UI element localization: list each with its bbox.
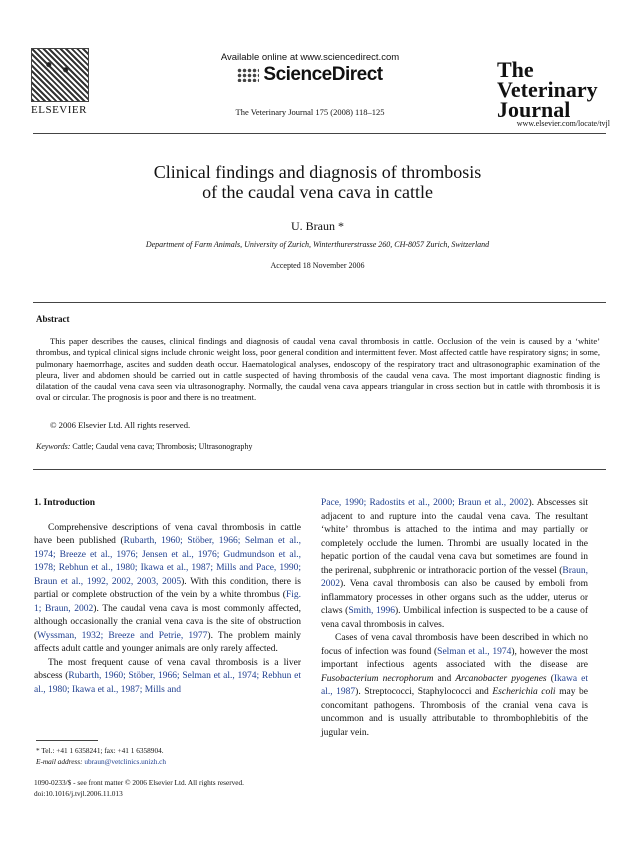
- text-run: may be concomitant pathogens. Thrombosis of the cranial vena cava is uncommon and is usually attributable to thrombophlebitis of the jugular vein.: [321, 687, 588, 738]
- text-run: ). Streptococci, Staphylococci and: [355, 687, 493, 697]
- sciencedirect-wordmark: ScienceDirect: [263, 64, 383, 85]
- journal-url[interactable]: www.elsevier.com/locate/tvjl: [516, 119, 610, 128]
- citation-link[interactable]: Braun, 2002: [321, 565, 588, 589]
- citation-link[interactable]: Rubarth, 1960; Stöber, 1966; Selman et al., 1974; Breeze et al., 1976; Jensen et al., 1976; Gudmundson et al., 1978; Rebhun et al., 1980; Ikawa et al., 1987; Mills and Pace, 1990; Braun et al., 1992, 2002, 2003, 2005: [34, 536, 301, 587]
- keywords-label: Keywords:: [36, 442, 71, 451]
- paragraph: [321, 497, 588, 632]
- available-online: Available online at www.sciencedirect.com: [220, 52, 400, 63]
- abstract-copyright: © 2006 Elsevier Ltd. All rights reserved.: [50, 420, 191, 430]
- text-run: The most frequent cause of vena caval thrombosis is a liver abscess (: [34, 657, 301, 681]
- paragraph: [34, 522, 301, 657]
- journal-logo: The Veterinary Journal: [497, 57, 598, 122]
- species-name: Arcanobacter pyogenes: [455, 673, 547, 684]
- accepted-date: Accepted 18 November 2006: [270, 261, 365, 270]
- text-run: ), however the most important infectious agents associated with the disease are: [321, 646, 588, 670]
- keywords-list: Cattle; Caudal vena cava; Thrombosis; Ultrasonography: [72, 442, 253, 451]
- text-run: ). With this condition, there is partial or complete obstruction of the vein by a white thrombus (: [34, 576, 301, 600]
- text-run: ). The caudal vena cava is most commonly affected, although occasionally the cranial vena cava is the site of obstruction (: [34, 603, 302, 641]
- species-name: Fusobacterium necrophorum: [321, 673, 434, 684]
- elsevier-tree-icon: [31, 48, 89, 102]
- title-line-2: of the caudal vena cava in cattle: [202, 182, 433, 202]
- text-run: ). Umbilical infection is suspected to be a cause of vena caval thrombosis in calves.: [321, 606, 588, 630]
- citation-link[interactable]: Selman et al., 1974: [437, 646, 512, 657]
- doi-line[interactable]: doi:10.1016/j.tvjl.2006.11.013: [34, 788, 123, 798]
- abstract-bottom-rule: [33, 469, 606, 470]
- abstract-text: This paper describes the causes, clinical findings and diagnosis of caudal vena caval thrombosis in cattle. Occlusion of the vein is caused by a ‘white’ thrombus, and typical clinical signs include chronic weight loss, poor general condition and intermittent fever. Most affected cattle have respiratory signs; in some, pulmonary haemorrhage, ascites and sudden death occur. Haematological analyses, endoscopy of the respiratory tract and ultrasonographic examination of the pleura, liver and abdomen should be carried out in cattle suspected of having thrombosis of the caudal vena cava. The most important diagnostic finding is dilatation of the caudal vena cava seen via ultrasonography. Normally, the caudal vena cava appears triangular in cross section but in cattle with thrombosis it is oval or circular. The prognosis is poor and there is no treatment.: [36, 336, 600, 403]
- sciencedirect-dots-icon: [237, 68, 259, 82]
- keywords: [36, 442, 252, 451]
- title-line-1: Clinical findings and diagnosis of thrombosis: [153, 162, 482, 182]
- email-label: E-mail address:: [36, 757, 83, 766]
- text-run: ). Abscesses sit adjacent to and rupture into the caudal vena cava. The resultant ‘white’ thrombus is attached to the intima and may partially or completely occlude the lumen. Thrombi are usually located in the hepatic portion of the caudal vena cava but sometimes are found in the perirenal, subphrenic or intrathoracic portion of the vessel (: [321, 498, 588, 576]
- publisher-name: ELSEVIER: [31, 104, 87, 116]
- text-run: and: [433, 673, 456, 684]
- text-run: ). The problem mainly affects adult cattle and younger animals are only rarely affected.: [34, 630, 302, 654]
- paragraph: [34, 657, 301, 698]
- header-rule: [33, 133, 606, 134]
- section-heading: 1. Introduction: [34, 498, 96, 508]
- text-run: (: [546, 673, 554, 684]
- citation-link[interactable]: Pace, 1990; Radostits et al., 2000; Braun et al., 2002: [321, 498, 529, 508]
- sciencedirect-logo: [170, 64, 450, 86]
- footnote-rule: [36, 740, 98, 741]
- footnote: [36, 745, 166, 767]
- text-run: Comprehensive descriptions of vena caval thrombosis in cattle have been published (: [34, 522, 301, 546]
- right-column: [321, 497, 588, 740]
- text-run: Cases of vena caval thrombosis have been described in which no focus of infection was found (: [321, 633, 588, 657]
- bottom-info: [34, 778, 244, 799]
- left-column: [34, 497, 301, 697]
- issn-line: 1090-0233/$ - see front matter © 2006 Elsevier Ltd. All rights reserved.: [34, 778, 245, 787]
- journal-reference: The Veterinary Journal 175 (2008) 118–125: [235, 107, 385, 117]
- article-title: [60, 162, 575, 202]
- footnote-tel: * Tel.: +41 1 6358241; fax: +41 1 6358904.: [36, 746, 164, 755]
- footnote-email: [36, 756, 166, 767]
- species-name: Escherichia coli: [492, 687, 556, 697]
- abstract-top-rule: [33, 302, 606, 303]
- citation-link[interactable]: Smith, 1996: [348, 606, 395, 616]
- email-link[interactable]: ubraun@vetclinics.unizh.ch: [84, 757, 167, 766]
- citation-link[interactable]: Wyssman, 1932; Breeze and Petrie, 1977: [37, 630, 208, 641]
- text-run: ). Vena caval thrombosis can also be caused by emboli from inflammatory processes in other organs such as the udder, uterus or claws (: [321, 579, 588, 616]
- paragraph: [321, 632, 588, 740]
- abstract-heading: Abstract: [36, 314, 70, 324]
- affiliation: Department of Farm Animals, University of Zurich, Winterthurerstrasse 260, CH-8057 Zurich, Switzerland: [145, 240, 490, 249]
- author: U. Braun *: [291, 219, 344, 233]
- citation-link[interactable]: Rubarth, 1960; Stöber, 1966; Selman et al., 1974; Rebhun et al., 1980; Ikawa et al., 1987; Mills and: [34, 671, 301, 695]
- elsevier-logo: [28, 48, 90, 116]
- citation-link[interactable]: Fig. 1; Braun, 2002: [34, 590, 301, 614]
- citation-link[interactable]: Ikawa et al., 1987: [321, 673, 589, 697]
